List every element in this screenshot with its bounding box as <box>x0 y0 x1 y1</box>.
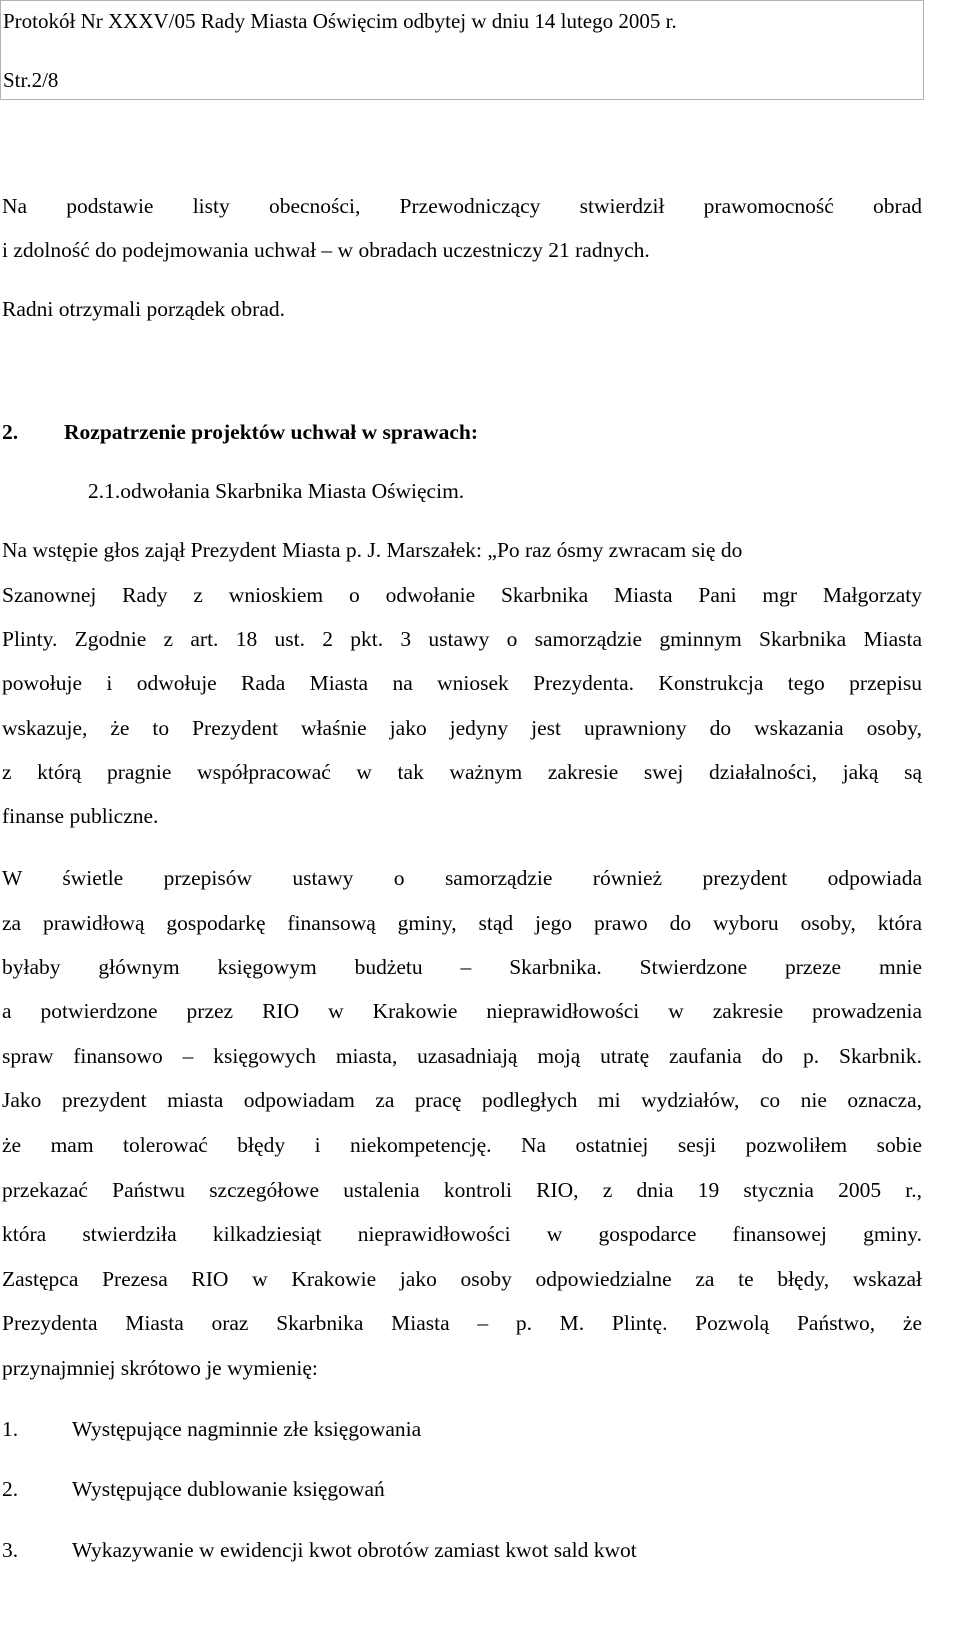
list-item <box>2 1479 385 1501</box>
list-item-text: Występujące nagminnie złe księgowania <box>72 1417 422 1441</box>
list-item-number: 2. <box>2 1477 19 1501</box>
paragraph2-line-7: że mam tolerować błędy i niekompetencję. Na ostatniej sesji pozwoliłem sobie <box>2 1133 922 1157</box>
intro-line-2: i zdolność do podejmowania uchwał – w obradach uczestniczy 21 radnych. <box>2 238 650 262</box>
paragraph2-line-10: Zastępca Prezesa RIO w Krakowie jako osoby odpowiedzialne za te błędy, wskazał <box>2 1267 922 1291</box>
intro-line-1: Na podstawie listy obecności, Przewodniczący stwierdził prawomocność obrad <box>2 194 922 218</box>
list-item-text: Wykazywanie w ewidencji kwot obrotów zamiast kwot sald kwot <box>72 1538 637 1562</box>
section-number: 2. <box>2 420 19 444</box>
paragraph2-line-12: przynajmniej skrótowo je wymienię: <box>2 1356 318 1380</box>
paragraph2-line-2: za prawidłową gospodarkę finansową gminy, stąd jego prawo do wyboru osoby, która <box>2 911 922 935</box>
intro-line-3: Radni otrzymali porządek obrad. <box>2 297 285 321</box>
paragraph2-line-1: W świetle przepisów ustawy o samorządzie również prezydent odpowiada <box>2 866 922 890</box>
paragraph2-line-11: Prezydenta Miasta oraz Skarbnika Miasta – p. M. Plintę. Pozwolą Państwo, że <box>2 1311 922 1335</box>
header-box <box>0 0 924 100</box>
paragraph2-line-9: która stwierdziła kilkadziesiąt nieprawidłowości w gospodarce finansowej gminy. <box>2 1222 922 1246</box>
document-title: Protokół Nr XXXV/05 Rady Miasta Oświęcim odbytej w dniu 14 lutego 2005 r. <box>3 9 677 33</box>
paragraph1-line-2: Szanownej Rady z wnioskiem o odwołanie Skarbnika Miasta Pani mgr Małgorzaty <box>2 583 922 607</box>
paragraph2-line-5: spraw finansowo – księgowych miasta, uzasadniają moją utratę zaufania do p. Skarbnik. <box>2 1044 922 1068</box>
paragraph2-line-8: przekazać Państwu szczegółowe ustalenia kontroli RIO, z dnia 19 stycznia 2005 r., <box>2 1178 922 1202</box>
paragraph1-line-5: wskazuje, że to Prezydent właśnie jako jedyny jest uprawniony do wskazania osoby, <box>2 716 922 740</box>
list-item-text: Występujące dublowanie księgowań <box>72 1477 385 1501</box>
paragraph1-line-6: z którą pragnie współpracować w tak ważnym zakresie swej działalności, jaką są <box>2 760 922 784</box>
paragraph2-line-4: a potwierdzone przez RIO w Krakowie nieprawidłowości w zakresie prowadzenia <box>2 999 922 1023</box>
list-item <box>2 1419 421 1441</box>
section-heading <box>2 422 478 444</box>
paragraph2-line-3: byłaby głównym księgowym budżetu – Skarbnika. Stwierdzone przeze mnie <box>2 955 922 979</box>
paragraph2-line-6: Jako prezydent miasta odpowiadam za pracę podległych mi wydziałów, co nie oznacza, <box>2 1088 922 1112</box>
paragraph1-line-7: finanse publiczne. <box>2 804 159 828</box>
paragraph1-line-1: Na wstępie głos zajął Prezydent Miasta p. J. Marszałek: „Po raz ósmy zwracam się do <box>2 538 743 562</box>
paragraph1-line-3: Plinty. Zgodnie z art. 18 ust. 2 pkt. 3 ustawy o samorządzie gminnym Skarbnika Miasta <box>2 627 922 651</box>
subsection-title: 2.1.odwołania Skarbnika Miasta Oświęcim. <box>88 479 465 503</box>
list-item <box>2 1540 637 1562</box>
page-number: Str.2/8 <box>3 68 59 92</box>
section-title: Rozpatrzenie projektów uchwał w sprawach: <box>64 420 479 444</box>
list-item-number: 3. <box>2 1538 19 1562</box>
paragraph1-line-4: powołuje i odwołuje Rada Miasta na wniosek Prezydenta. Konstrukcja tego przepisu <box>2 671 922 695</box>
list-item-number: 1. <box>2 1417 19 1441</box>
